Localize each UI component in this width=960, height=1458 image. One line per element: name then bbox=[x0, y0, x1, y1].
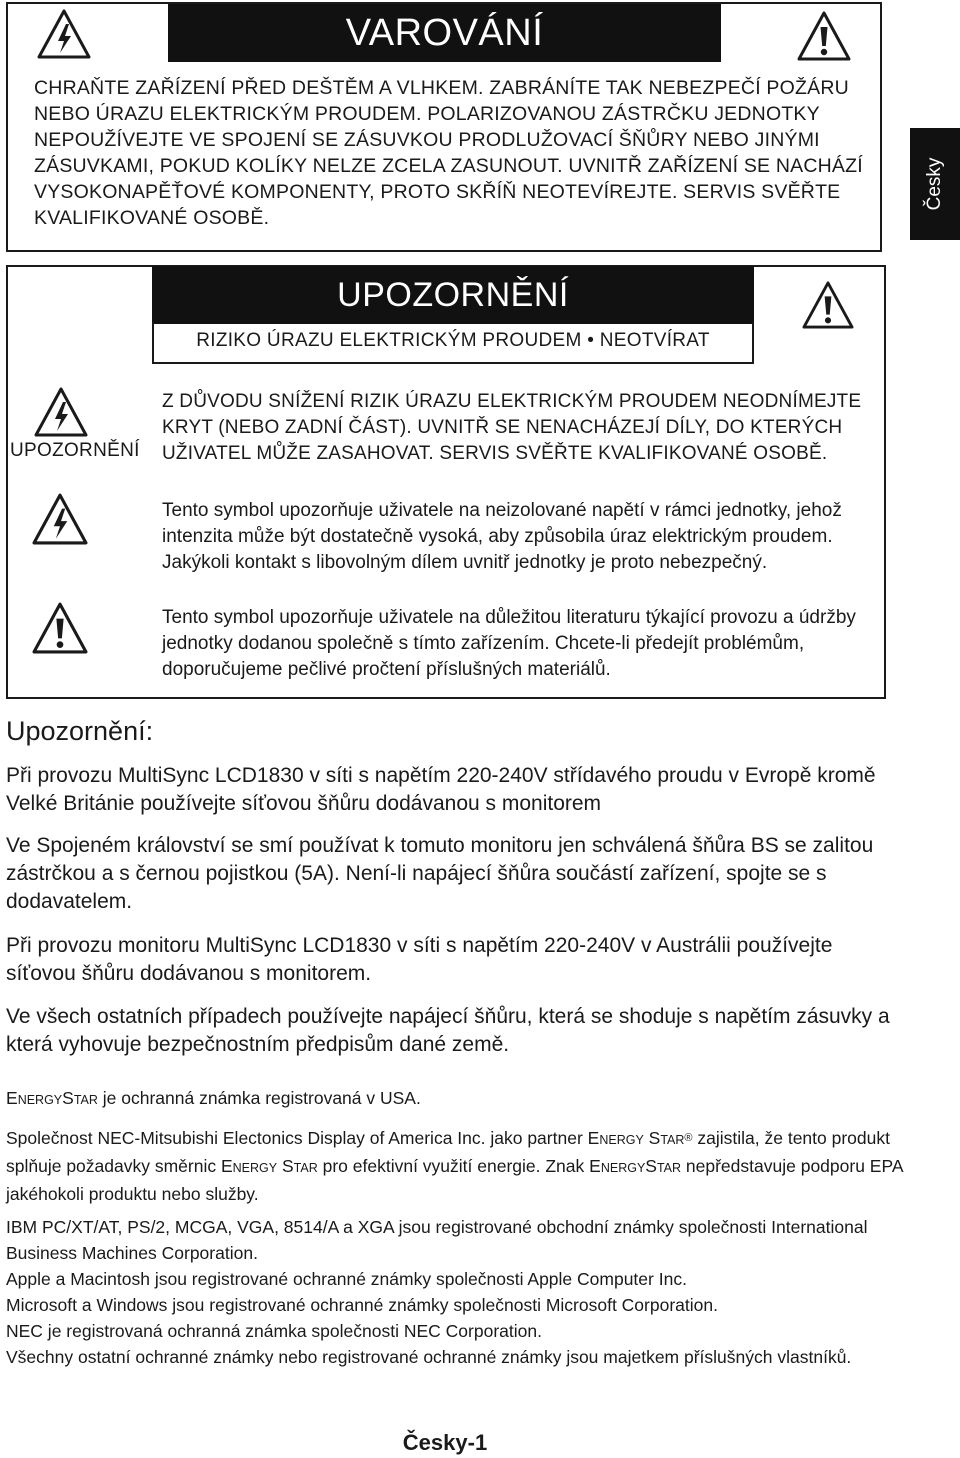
notice-paragraph: Při provozu monitoru MultiSync LCD1830 v síti s napětím 220-240V v Austrálii používejte síťovou šňůru dodávanou s monitorem. bbox=[6, 934, 833, 985]
lightning-warning-icon bbox=[36, 8, 92, 60]
lightning-warning-icon bbox=[32, 386, 90, 438]
exclamation-symbol-description: Tento symbol upozorňuje uživatele na důležitou literaturu týkající provozu a údržby jednotky dodanou společně s tímto zařízením. Chcete-li předejít problémům, doporučujeme pečlivé pročtení příslušných materiálů. bbox=[162, 607, 856, 680]
trademark-item: Microsoft a Windows jsou registrované ochranné známky společnosti Microsoft Corporation. bbox=[6, 1295, 718, 1315]
energystar-trademark: ENERGYSTAR je ochranná známka registrovaná v USA. bbox=[6, 1088, 421, 1108]
language-tab bbox=[910, 128, 960, 240]
caution-title: UPOZORNĚNÍ bbox=[152, 266, 754, 324]
notice-paragraph: Ve Spojeném království se smí používat k tomuto monitoru jen schválená šňůra BS se zalitou zástrčkou a s černou pojistkou (5A). Není-li napájecí šňůra součástí zařízení, spojte se s dodavatelem. bbox=[6, 834, 874, 913]
notice-paragraph: Ve všech ostatních případech používejte napájecí šňůru, která se shoduje s napětím zásuvky a která vyhovuje bezpečnostním předpisům dané země. bbox=[6, 1005, 890, 1056]
language-tab-label: Česky bbox=[924, 157, 945, 211]
warning-text: CHRAŇTE ZAŘÍZENÍ PŘED DEŠTĚM A VLHKEM. ZABRÁNÍTE TAK NEBEZPEČÍ POŽÁRU NEBO ÚRAZU ELEKTRICKÝM PROUDEM. POLARIZOVANOU ZÁSTRČKU JEDNOTKY NEPOUŽÍVEJTE VE SPOJENÍ SE ZÁSUVKOU PRODLUŽOVACÍ ŠŇŮRY NEBO JINÝMI ZÁSUVKAMI, POKUD KOLÍKY NELZE ZCELA ZASUNOUT. UVNITŘ ZAŘÍZENÍ SE NACHÁZÍ VYSOKONAPĚŤOVÉ KOMPONENTY, PROTO SKŘÍŇ NEOTEVÍREJTE. SERVIS SVĚŘTE KVALIFIKOVANÉ OSOBĚ. bbox=[34, 77, 863, 229]
exclamation-warning-icon bbox=[30, 601, 90, 655]
caution-subtitle: RIZIKO ÚRAZU ELEKTRICKÝM PROUDEM • NEOTVÍRAT bbox=[152, 322, 754, 364]
caution-caps-text: Z DŮVODU SNÍŽENÍ RIZIK ÚRAZU ELEKTRICKÝM PROUDEM NEODNÍMEJTE KRYT (NEBO ZADNÍ ČÁST). UVNITŘ SE NENACHÁZEJÍ DÍLY, DO KTERÝCH UŽIVATEL MŮŽE ZASAHOVAT. SERVIS SVĚŘTE KVALIFIKOVANÉ OSOBĚ. bbox=[162, 391, 862, 464]
trademark-item: NEC je registrovaná ochranná známka společnosti NEC Corporation. bbox=[6, 1321, 542, 1341]
trademark-item: Apple a Macintosh jsou registrované ochranné známky společnosti Apple Computer Inc. bbox=[6, 1269, 687, 1289]
warning-title: VAROVÁNÍ bbox=[168, 4, 721, 62]
lightning-symbol-description: Tento symbol upozorňuje uživatele na neizolované napětí v rámci jednotky, jehož intenzita může být dostatečně vysoká, aby způsobila úraz elektrickým proudem. Jakýkoli kontakt s libovolným dílem uvnitř jednotky je proto nebezpečný. bbox=[162, 500, 842, 573]
exclamation-warning-icon bbox=[796, 10, 852, 62]
trademark-item: Všechny ostatní ochranné známky nebo registrované ochranné známky jsou majetkem příslušných vlastníků. bbox=[6, 1347, 852, 1367]
trademark-list bbox=[6, 1214, 926, 1370]
energystar-partner-text: Společnost NEC-Mitsubishi Electonics Display of America Inc. jako partner ENERGY STAR® zajistila, že tento produkt splňuje požadavky směrnic ENERGY STAR pro efektivní využití energie. Znak ENERGYSTAR nepředstavuje podporu EPA jakéhokoli produktu nebo služby. bbox=[6, 1128, 903, 1204]
caution-side-label: UPOZORNĚNÍ bbox=[10, 440, 140, 461]
page-number: Česky-1 bbox=[402, 1430, 488, 1455]
exclamation-warning-icon bbox=[800, 280, 856, 330]
lightning-warning-icon bbox=[30, 492, 90, 546]
notice-heading: Upozornění: bbox=[6, 716, 154, 746]
notice-paragraph: Při provozu MultiSync LCD1830 v síti s napětím 220-240V střídavého proudu v Evropě kromě Velké Británie používejte síťovou šňůru dodávanou s monitorem bbox=[6, 764, 876, 815]
trademark-item: IBM PC/XT/AT, PS/2, MCGA, VGA, 8514/A a XGA jsou registrované obchodní známky společnosti International Business Machines Corporation. bbox=[6, 1217, 868, 1263]
